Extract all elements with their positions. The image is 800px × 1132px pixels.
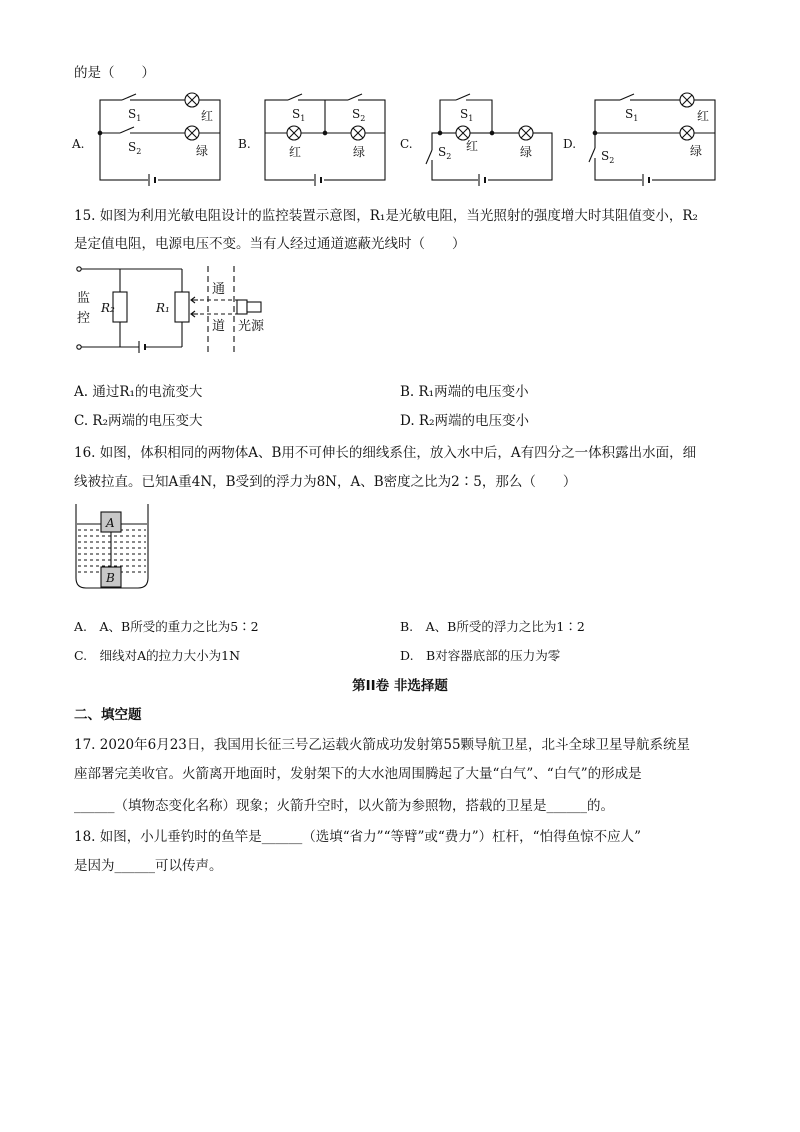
option-d-lamp-green: 绿: [690, 144, 703, 158]
option-b-letter: B.: [238, 137, 251, 151]
q15-label-light-source: 光源: [238, 319, 265, 334]
q16-option-a: A. A、B所受的重力之比为5∶2: [74, 619, 259, 634]
q18-line-2: 是因为______可以传声。: [74, 858, 223, 874]
option-d-s2: $S_2$: [601, 149, 615, 165]
section-title: 第II卷 非选择题: [352, 678, 448, 694]
circuit-option-d: [589, 93, 715, 186]
q14-tail: 的是（ ）: [74, 65, 155, 81]
q15-option-c: C. R₂两端的电压变大: [74, 413, 203, 429]
option-d-letter: D.: [563, 137, 577, 151]
q15-label-channel-2: 道: [212, 319, 226, 334]
q15-label-r2: R₂: [101, 301, 115, 315]
circuit-option-a: [98, 93, 220, 186]
option-c-letter: C.: [400, 137, 413, 151]
q17-line-2: 座部署完美收官。火箭离开地面时，发射架下的大水池周围腾起了大量“白气”、“白气”的形成是: [74, 766, 642, 782]
q18-line-1: 18. 如图，小儿垂钓时的鱼竿是______（选填“省力”“等臂”或“费力”）杠杆，“怕得鱼惊不应人”: [74, 829, 641, 845]
option-b-s1: $S_1$: [292, 107, 306, 123]
option-a-lamp-green: 绿: [196, 144, 209, 158]
circuit-option-c: [426, 94, 552, 186]
circuit-option-b: [265, 94, 385, 186]
option-d-s1: $S_1$: [625, 107, 639, 123]
q15-label-monitor-2: 控: [77, 311, 91, 326]
q16-label-a: A: [106, 516, 115, 530]
option-a-s2: $S_2$: [128, 140, 142, 156]
option-a-lamp-red: 红: [201, 109, 214, 123]
option-a-s1: $S_1$: [128, 107, 142, 123]
q15-label-channel-1: 通: [212, 282, 226, 297]
option-c-s1: $S_1$: [460, 107, 474, 123]
q15-option-b: B. R₁两端的电压变小: [400, 384, 529, 400]
option-b-lamp-red: 红: [289, 145, 302, 159]
option-c-lamp-red: 红: [466, 139, 479, 153]
q15-line-1: 15. 如图为利用光敏电阻设计的监控装置示意图，R₁是光敏电阻，当光照射的强度增大时其阻值变小，R₂: [74, 208, 698, 224]
q15-option-a: A. 通过R₁的电流变大: [74, 384, 203, 400]
q14-circuit-options: [60, 88, 740, 188]
option-d-lamp-red: 红: [697, 109, 710, 123]
q15-label-monitor-1: 监: [77, 291, 91, 306]
option-c-lamp-green: 绿: [520, 145, 533, 159]
fill-in-heading: 二、填空题: [74, 707, 142, 723]
q16-option-c: C. 细线对A的拉力大小为1N: [74, 648, 241, 663]
q16-figure: [72, 500, 152, 592]
q16-line-2: 线被拉直。已知A重4N，B受到的浮力为8N，A、B密度之比为2∶5，那么（ ）: [74, 474, 577, 490]
q16-option-b: B. A、B所受的浮力之比为1∶2: [400, 619, 585, 634]
q15-label-r1: R₁: [156, 301, 170, 315]
q15-line-2: 是定值电阻，电源电压不变。当有人经过通道遮蔽光线时（ ）: [74, 236, 466, 252]
q16-label-b: B: [106, 571, 115, 585]
q17-line-1: 17. 2020年6月23日，我国用长征三号乙运载火箭成功发射第55颗导航卫星，北斗全球卫星导航系统星: [74, 737, 691, 753]
q16-option-d: D. B对容器底部的压力为零: [400, 648, 561, 663]
q16-line-1: 16. 如图，体积相同的两物体A、B用不可伸长的细线系住，放入水中后，A有四分之一体积露出水面，细: [74, 445, 697, 461]
option-b-lamp-green: 绿: [353, 145, 366, 159]
q15-figure: [72, 262, 292, 362]
option-a-letter: A.: [72, 137, 85, 151]
option-c-s2: $S_2$: [438, 145, 452, 161]
q17-line-3: ______（填物态变化名称）现象；火箭升空时，以火箭为参照物，搭载的卫星是______的。: [74, 798, 614, 814]
option-b-s2: $S_2$: [352, 107, 366, 123]
q15-option-d: D. R₂两端的电压变小: [400, 413, 530, 429]
